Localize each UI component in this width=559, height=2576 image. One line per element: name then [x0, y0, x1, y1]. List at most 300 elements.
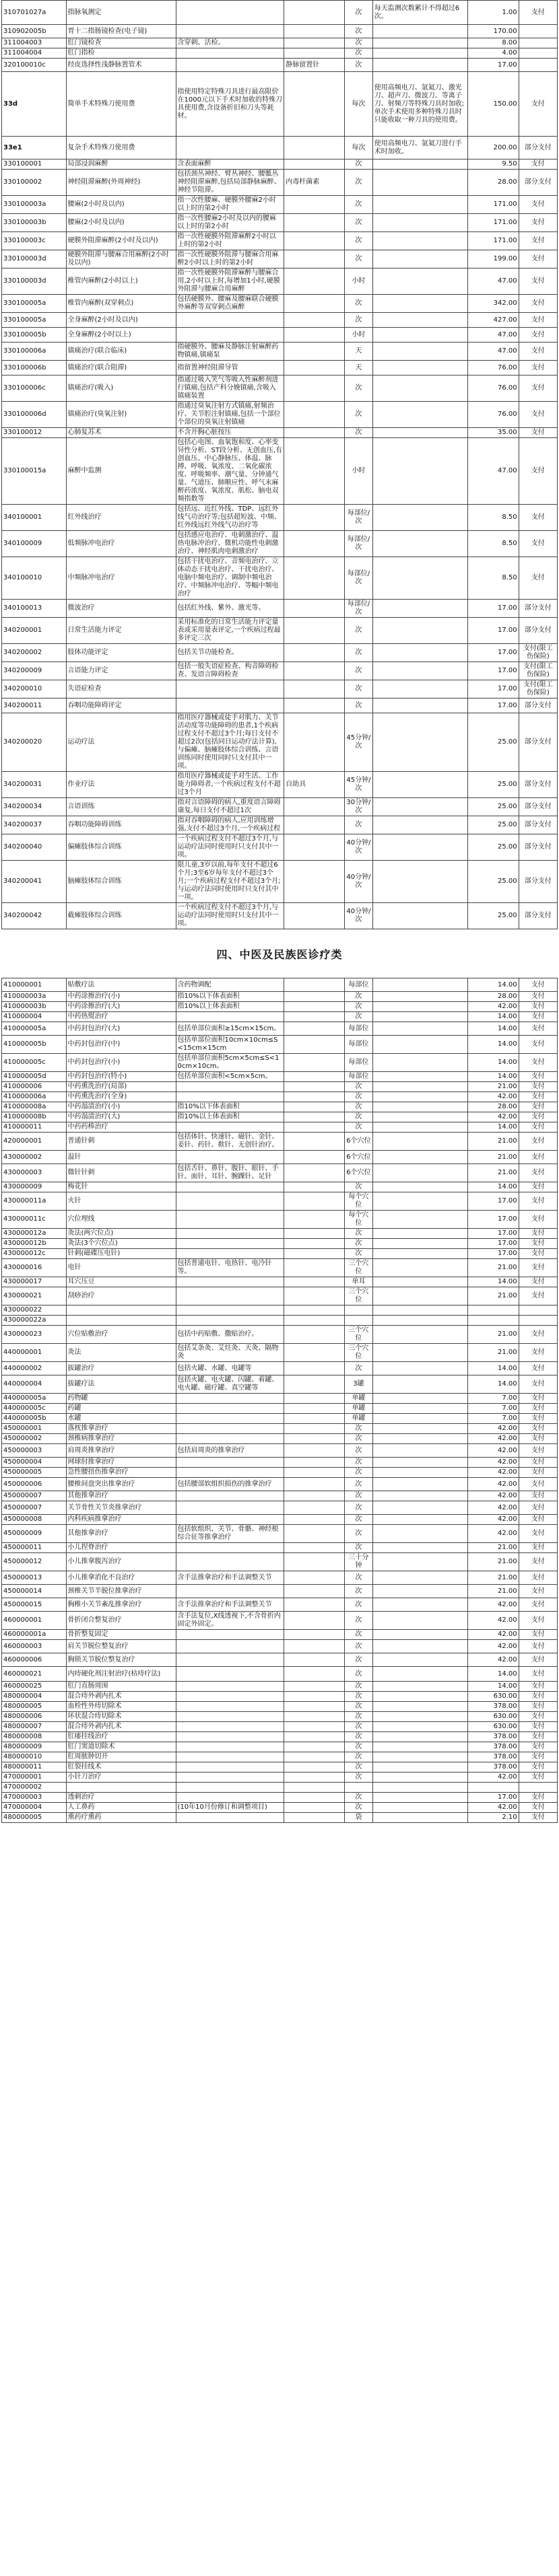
- item-description: [176, 699, 284, 713]
- table-row: [2, 1394, 558, 1404]
- excluded-content: [284, 1732, 345, 1742]
- excluded-content: 内毒杆菌素: [284, 170, 345, 196]
- item-description: [176, 1182, 284, 1192]
- pricing-unit: 每次: [345, 72, 373, 137]
- item-price: 17.00: [468, 1239, 519, 1249]
- item-price: 17.00: [468, 1211, 519, 1229]
- item-name: 胃十二指肠镜检查(电子镜): [66, 25, 176, 38]
- item-description: [176, 1630, 284, 1640]
- item-note: [372, 1192, 468, 1211]
- item-description: 一个疾病过程支付不超过3个月,与运动疗法同时使用时只支付其中一项。: [176, 903, 284, 929]
- pricing-unit: 次: [345, 214, 373, 232]
- excluded-content: [284, 137, 345, 159]
- excluded-content: [284, 1501, 345, 1515]
- item-note: [372, 1598, 468, 1612]
- item-price: 1.00: [468, 1, 519, 25]
- item-note: [372, 159, 468, 170]
- table-row: [2, 1249, 558, 1259]
- payment-category: 支付: [519, 375, 557, 402]
- table-row: [2, 1151, 558, 1164]
- item-note: [372, 1640, 468, 1653]
- item-note: [372, 1362, 468, 1375]
- item-description: [176, 1151, 284, 1164]
- pricing-unit: 次: [345, 402, 373, 428]
- excluded-content: [284, 1458, 345, 1468]
- item-price: 47.00: [468, 343, 519, 361]
- item-code: 340100010: [2, 557, 67, 600]
- item-name: 温针: [66, 1151, 176, 1164]
- item-name: [66, 1316, 176, 1326]
- payment-category: 支付: [519, 1793, 557, 1803]
- item-name: 透刺治疗: [66, 1793, 176, 1803]
- pricing-unit: 次: [345, 1682, 373, 1692]
- payment-category: 支付: [519, 1434, 557, 1444]
- table-row: [2, 1803, 558, 1813]
- item-description: [176, 1712, 284, 1722]
- item-code: 420000001: [2, 1133, 67, 1151]
- item-price: 17.00: [468, 644, 519, 662]
- item-code: 410000011: [2, 1122, 67, 1133]
- item-price: 378.00: [468, 1762, 519, 1773]
- item-price: 47.00: [468, 438, 519, 505]
- excluded-content: [284, 1102, 345, 1112]
- pricing-unit: 次: [345, 159, 373, 170]
- item-price: 21.00: [468, 1082, 519, 1092]
- table-row: [2, 600, 558, 618]
- item-note: [372, 250, 468, 269]
- item-code: 430000022: [2, 1305, 67, 1316]
- item-name: 运动疗法: [66, 713, 176, 772]
- item-note: [372, 1553, 468, 1571]
- item-code: 340200010: [2, 680, 67, 699]
- item-description: 指一次性腰麻2小时及以内的腰麻以上时的第2小时: [176, 214, 284, 232]
- item-name: 中药溻渍治疗(大): [66, 1112, 176, 1122]
- item-code: 460000003: [2, 1640, 67, 1653]
- item-note: [372, 1259, 468, 1277]
- payment-category: 部分支付: [519, 816, 557, 834]
- item-description: 包括普通电针、电热针、电冷针等。: [176, 1259, 284, 1277]
- table-row: [2, 1553, 558, 1571]
- item-code: 330100006c: [2, 375, 67, 402]
- excluded-content: [284, 1653, 345, 1667]
- item-price: 25.00: [468, 903, 519, 929]
- item-description: 包括红外线、紫外、激光等。: [176, 600, 284, 618]
- table-row: [2, 343, 558, 361]
- excluded-content: [284, 1640, 345, 1653]
- excluded-content: [284, 1598, 345, 1612]
- item-note: [372, 1316, 468, 1326]
- table-row: [2, 1682, 558, 1692]
- item-code: 430000011a: [2, 1192, 67, 1211]
- item-code: 330100006a: [2, 343, 67, 361]
- pricing-unit: 次: [345, 1793, 373, 1803]
- item-note: [372, 59, 468, 72]
- excluded-content: [284, 1344, 345, 1362]
- excluded-content: [284, 1277, 345, 1287]
- payment-category: 支付: [519, 1404, 557, 1414]
- item-price: 17.00: [468, 618, 519, 644]
- item-name: 普通针刺: [66, 1133, 176, 1151]
- item-price: 8.50: [468, 557, 519, 600]
- item-code: 440000004: [2, 1375, 67, 1394]
- item-code: 470000001: [2, 1773, 67, 1783]
- payment-category: 支付: [519, 1112, 557, 1122]
- payment-category: 支付: [519, 402, 557, 428]
- pricing-unit: 每个穴位: [345, 1211, 373, 1229]
- table-row: [2, 1316, 558, 1326]
- item-note: [372, 680, 468, 699]
- item-code: 430000012c: [2, 1249, 67, 1259]
- item-note: [372, 978, 468, 992]
- item-code: 330100015a: [2, 438, 67, 505]
- payment-category: [519, 38, 557, 48]
- item-description: [176, 1122, 284, 1133]
- item-price: 42.00: [468, 1803, 519, 1813]
- item-note: [372, 1344, 468, 1362]
- item-name: [66, 1305, 176, 1316]
- item-price: 378.00: [468, 1742, 519, 1752]
- item-description: 包括硬膜外、腰麻及腰麻联合硬膜外麻醉等双穿刺点麻醉: [176, 295, 284, 313]
- item-code: 460000001: [2, 1612, 67, 1630]
- table-row: [2, 1012, 558, 1022]
- item-price: 42.00: [468, 1424, 519, 1434]
- table-row: [2, 1002, 558, 1012]
- item-price: 42.00: [468, 1773, 519, 1783]
- item-note: 每天监测次数累计不得超过6次。: [372, 1, 468, 25]
- payment-category: 支付: [519, 1326, 557, 1344]
- item-note: [372, 1287, 468, 1305]
- pricing-unit: 三个穴位: [345, 1344, 373, 1362]
- pricing-unit: 次: [345, 38, 373, 48]
- item-price: 42.00: [468, 1112, 519, 1122]
- payment-category: 支付(限工伤保险): [519, 662, 557, 680]
- payment-category: 支付: [519, 1151, 557, 1164]
- item-note: [372, 48, 468, 59]
- payment-category: 支付: [519, 295, 557, 313]
- item-code: 320100010c: [2, 59, 67, 72]
- pricing-unit: 次: [345, 1092, 373, 1102]
- item-code: 330100003d: [2, 250, 67, 269]
- payment-category: 支付: [519, 1630, 557, 1640]
- item-code: 340200034: [2, 798, 67, 816]
- item-note: [372, 834, 468, 861]
- table-row: [2, 1752, 558, 1762]
- item-note: [372, 1653, 468, 1667]
- item-code: 340200042: [2, 903, 67, 929]
- item-name: 红外线治疗: [66, 505, 176, 531]
- item-note: [372, 618, 468, 644]
- payment-category: 支付: [519, 1742, 557, 1752]
- item-price: 76.00: [468, 361, 519, 375]
- item-note: 使用高频电刀、氩氦刀、激光刀、超声刀、微波刀、等离子刀、射频刀等特殊刀具时加收;单次手术使用多种特殊刀具时只能收取一种刀具的使用费。: [372, 72, 468, 137]
- item-description: [176, 1585, 284, 1598]
- item-code: 460000006: [2, 1653, 67, 1667]
- payment-category: 部分支付: [519, 600, 557, 618]
- item-price: 42.00: [468, 1598, 519, 1612]
- item-price: 21.00: [468, 1543, 519, 1553]
- item-note: [372, 1133, 468, 1151]
- item-code: 340200001: [2, 618, 67, 644]
- item-code: 340200020: [2, 713, 67, 772]
- excluded-content: [284, 1, 345, 25]
- excluded-content: 静脉留置针: [284, 59, 345, 72]
- item-code: 440000005c: [2, 1404, 67, 1414]
- payment-category: [519, 48, 557, 59]
- excluded-content: [284, 1305, 345, 1316]
- excluded-content: [284, 1012, 345, 1022]
- payment-category: 支付: [519, 1543, 557, 1553]
- item-note: [372, 600, 468, 618]
- table-row: [2, 1543, 558, 1553]
- table-row: [2, 72, 558, 137]
- item-code: 330100003b: [2, 214, 67, 232]
- table-row: [2, 1515, 558, 1525]
- table-row: [2, 861, 558, 903]
- item-price: 21.00: [468, 1326, 519, 1344]
- item-note: [372, 861, 468, 903]
- item-note: [372, 170, 468, 196]
- excluded-content: [284, 713, 345, 772]
- excluded-content: [284, 1803, 345, 1813]
- item-name: 微波治疗: [66, 600, 176, 618]
- payment-category: 支付: [519, 978, 557, 992]
- item-description: 一个疾病过程支付不超过3个月,与运动疗法同时使用时只支付其中一项。: [176, 834, 284, 861]
- item-code: 480000005: [2, 1702, 67, 1712]
- excluded-content: [284, 1571, 345, 1585]
- item-note: [372, 38, 468, 48]
- excluded-content: [284, 1072, 345, 1082]
- pricing-unit: 次: [345, 1702, 373, 1712]
- excluded-content: [284, 1773, 345, 1783]
- item-description: [176, 1793, 284, 1803]
- item-description: [176, 1394, 284, 1404]
- pricing-unit: 次: [345, 680, 373, 699]
- item-note: [372, 1468, 468, 1478]
- item-description: 包括软组织、关节、骨骼、神经根综合征等推拿治疗: [176, 1525, 284, 1543]
- item-price: 21.00: [468, 1553, 519, 1571]
- excluded-content: [284, 214, 345, 232]
- item-note: [372, 1434, 468, 1444]
- item-description: 指通过臭氧注射方式镇痛,射频治疗、关节腔注射镇痛,包括一个部位个部位的臭氧注射镇痛: [176, 402, 284, 428]
- item-price: 9.50: [468, 159, 519, 170]
- table-row: [2, 1793, 558, 1803]
- excluded-content: [284, 1211, 345, 1229]
- item-description: 包括关节功能检查。: [176, 644, 284, 662]
- payment-category: 支付(限工伤保险): [519, 680, 557, 699]
- table-row: [2, 1667, 558, 1682]
- pricing-unit: 次: [345, 1468, 373, 1478]
- pricing-unit: 次: [345, 816, 373, 834]
- pricing-unit: 次: [345, 1585, 373, 1598]
- excluded-content: [284, 557, 345, 600]
- table-row: [2, 1501, 558, 1515]
- item-price: [468, 1783, 519, 1793]
- item-description: [176, 25, 284, 38]
- table-row: [2, 1742, 558, 1752]
- item-price: 7.00: [468, 1404, 519, 1414]
- item-price: 7.00: [468, 1394, 519, 1404]
- item-price: 47.00: [468, 328, 519, 343]
- item-name: 骨折整复固定: [66, 1630, 176, 1640]
- excluded-content: [284, 328, 345, 343]
- table-row: [2, 644, 558, 662]
- table-row: [2, 1082, 558, 1092]
- item-name: 电针: [66, 1259, 176, 1277]
- excluded-content: [284, 1362, 345, 1375]
- item-name: 中药涂擦治疗(小): [66, 992, 176, 1002]
- item-name: 言语能力评定: [66, 662, 176, 680]
- pricing-unit: 次: [345, 1722, 373, 1732]
- table-row: [2, 250, 558, 269]
- table-row: [2, 903, 558, 929]
- item-name: 硬膜外阻滞麻醉(2小时及以内): [66, 232, 176, 250]
- item-note: [372, 1122, 468, 1133]
- item-code: 430000011c: [2, 1211, 67, 1229]
- pricing-unit: 40分钟/次: [345, 861, 373, 903]
- item-description: [176, 1424, 284, 1434]
- excluded-content: [284, 295, 345, 313]
- item-price: 42.00: [468, 1468, 519, 1478]
- item-description: 指用医疗器械或徒手对肌力、关节活动度等功能障碍的患者,1个疾病过程支付不超过3个月;每日支付不超过2次(包括同日运动疗法计算),与偏瘫、脑瘫肢体综合训练、言语训练同时使用同时只支付其中一项。: [176, 713, 284, 772]
- excluded-content: [284, 1022, 345, 1036]
- item-name: 中药熏洗治疗(全身): [66, 1092, 176, 1102]
- pricing-unit: 次: [345, 1515, 373, 1525]
- item-code: 340200009: [2, 662, 67, 680]
- table-row: [2, 428, 558, 438]
- item-price: 14.00: [468, 1122, 519, 1133]
- item-description: [176, 1192, 284, 1211]
- item-note: [372, 1458, 468, 1468]
- table-row: [2, 1211, 558, 1229]
- excluded-content: [284, 1444, 345, 1458]
- payment-category: 部分支付: [519, 798, 557, 816]
- item-note: [372, 557, 468, 600]
- payment-category: 支付: [519, 1122, 557, 1133]
- item-price: 17.00: [468, 59, 519, 72]
- item-description: [176, 1732, 284, 1742]
- table-row: [2, 1434, 558, 1444]
- table-row: [2, 1164, 558, 1182]
- item-description: 指一次性硬膜外阻滞麻醉2小时以上时的第2小时: [176, 232, 284, 250]
- item-description: [176, 1752, 284, 1762]
- item-code: 330100003c: [2, 232, 67, 250]
- item-name: 血栓性外痔切除术: [66, 1702, 176, 1712]
- item-note: [372, 1515, 468, 1525]
- pricing-unit: 每次: [345, 137, 373, 159]
- item-name: 肛门指检: [66, 48, 176, 59]
- item-price: [468, 1305, 519, 1316]
- table-row: [2, 1102, 558, 1112]
- item-name: 截瘫肢体综合训练: [66, 903, 176, 929]
- item-code: 430000021: [2, 1287, 67, 1305]
- item-note: [372, 428, 468, 438]
- table-row: [2, 1404, 558, 1414]
- payment-category: [519, 1783, 557, 1793]
- item-description: [176, 1277, 284, 1287]
- item-note: [372, 402, 468, 428]
- item-note: [372, 1803, 468, 1813]
- item-description: [176, 1553, 284, 1571]
- item-description: 包括舌针、鼻针、腹针、眼针、手针、面针、耳针、腕踝针、足针: [176, 1164, 284, 1182]
- item-note: [372, 1543, 468, 1553]
- item-price: 14.00: [468, 1182, 519, 1192]
- excluded-content: [284, 343, 345, 361]
- payment-category: [519, 59, 557, 72]
- payment-category: 支付: [519, 1653, 557, 1667]
- excluded-content: [284, 992, 345, 1002]
- item-note: [372, 662, 468, 680]
- item-code: 410000005d: [2, 1072, 67, 1082]
- table-row: [2, 1653, 558, 1667]
- item-description: [176, 1501, 284, 1515]
- item-price: 17.00: [468, 1793, 519, 1803]
- pricing-unit: 次: [345, 1630, 373, 1640]
- table-row: [2, 1036, 558, 1054]
- item-name: 针刺(磁碟压电针): [66, 1249, 176, 1259]
- item-name: 镇痛治疗(吸入): [66, 375, 176, 402]
- item-code: 410000005b: [2, 1036, 67, 1054]
- item-description: 包括肩周炎的推拿治疗: [176, 1444, 284, 1458]
- payment-category: 支付: [519, 1092, 557, 1102]
- item-price: 21.00: [468, 1287, 519, 1305]
- item-name: 拔罐疗法: [66, 1375, 176, 1394]
- payment-category: 支付: [519, 428, 557, 438]
- table-row: [2, 1692, 558, 1702]
- item-name: 灸法: [66, 1344, 176, 1362]
- item-price: 42.00: [468, 1478, 519, 1491]
- table-row: [2, 1630, 558, 1640]
- item-note: [372, 531, 468, 557]
- item-code: 480000009: [2, 1742, 67, 1752]
- excluded-content: [284, 1082, 345, 1092]
- table-row: [2, 1326, 558, 1344]
- pricing-unit: [345, 1783, 373, 1793]
- item-code: 330100005a: [2, 295, 67, 313]
- table-row: [2, 313, 558, 328]
- item-description: 含药物调配: [176, 978, 284, 992]
- payment-category: 支付: [519, 1, 557, 25]
- item-name: 梅花针: [66, 1182, 176, 1192]
- table-row: [2, 1192, 558, 1211]
- item-code: 410000006a: [2, 1092, 67, 1102]
- item-name: 其他推拿治疗: [66, 1491, 176, 1501]
- item-price: 199.00: [468, 250, 519, 269]
- excluded-content: [284, 531, 345, 557]
- item-code: 460000001a: [2, 1630, 67, 1640]
- item-description: 包括干扰电治疗、音频电治疗、立体动态干扰电治疗、干扰电治疗、电脑中频电治疗、调制中频电治疗、中频脉冲电治疗、等幅中频电治疗: [176, 557, 284, 600]
- item-description: 指10%以下体表面积: [176, 1102, 284, 1112]
- item-name: 作业疗法: [66, 772, 176, 798]
- item-note: [372, 196, 468, 214]
- item-note: [372, 1585, 468, 1598]
- payment-category: 支付: [519, 1239, 557, 1249]
- excluded-content: [284, 25, 345, 38]
- excluded-content: [284, 1515, 345, 1525]
- excluded-content: [284, 1612, 345, 1630]
- item-name: 颈椎病推拿治疗: [66, 1434, 176, 1444]
- table-row: [2, 1362, 558, 1375]
- payment-category: 支付: [519, 313, 557, 328]
- excluded-content: [284, 1112, 345, 1122]
- item-name: 镇痛治疗(臭氧注射): [66, 402, 176, 428]
- pricing-unit: 次: [345, 644, 373, 662]
- item-description: [176, 1414, 284, 1424]
- excluded-content: [284, 1692, 345, 1702]
- item-code: 430000017: [2, 1277, 67, 1287]
- pricing-unit: 6个穴位: [345, 1151, 373, 1164]
- item-description: [176, 1762, 284, 1773]
- table-row: [2, 772, 558, 798]
